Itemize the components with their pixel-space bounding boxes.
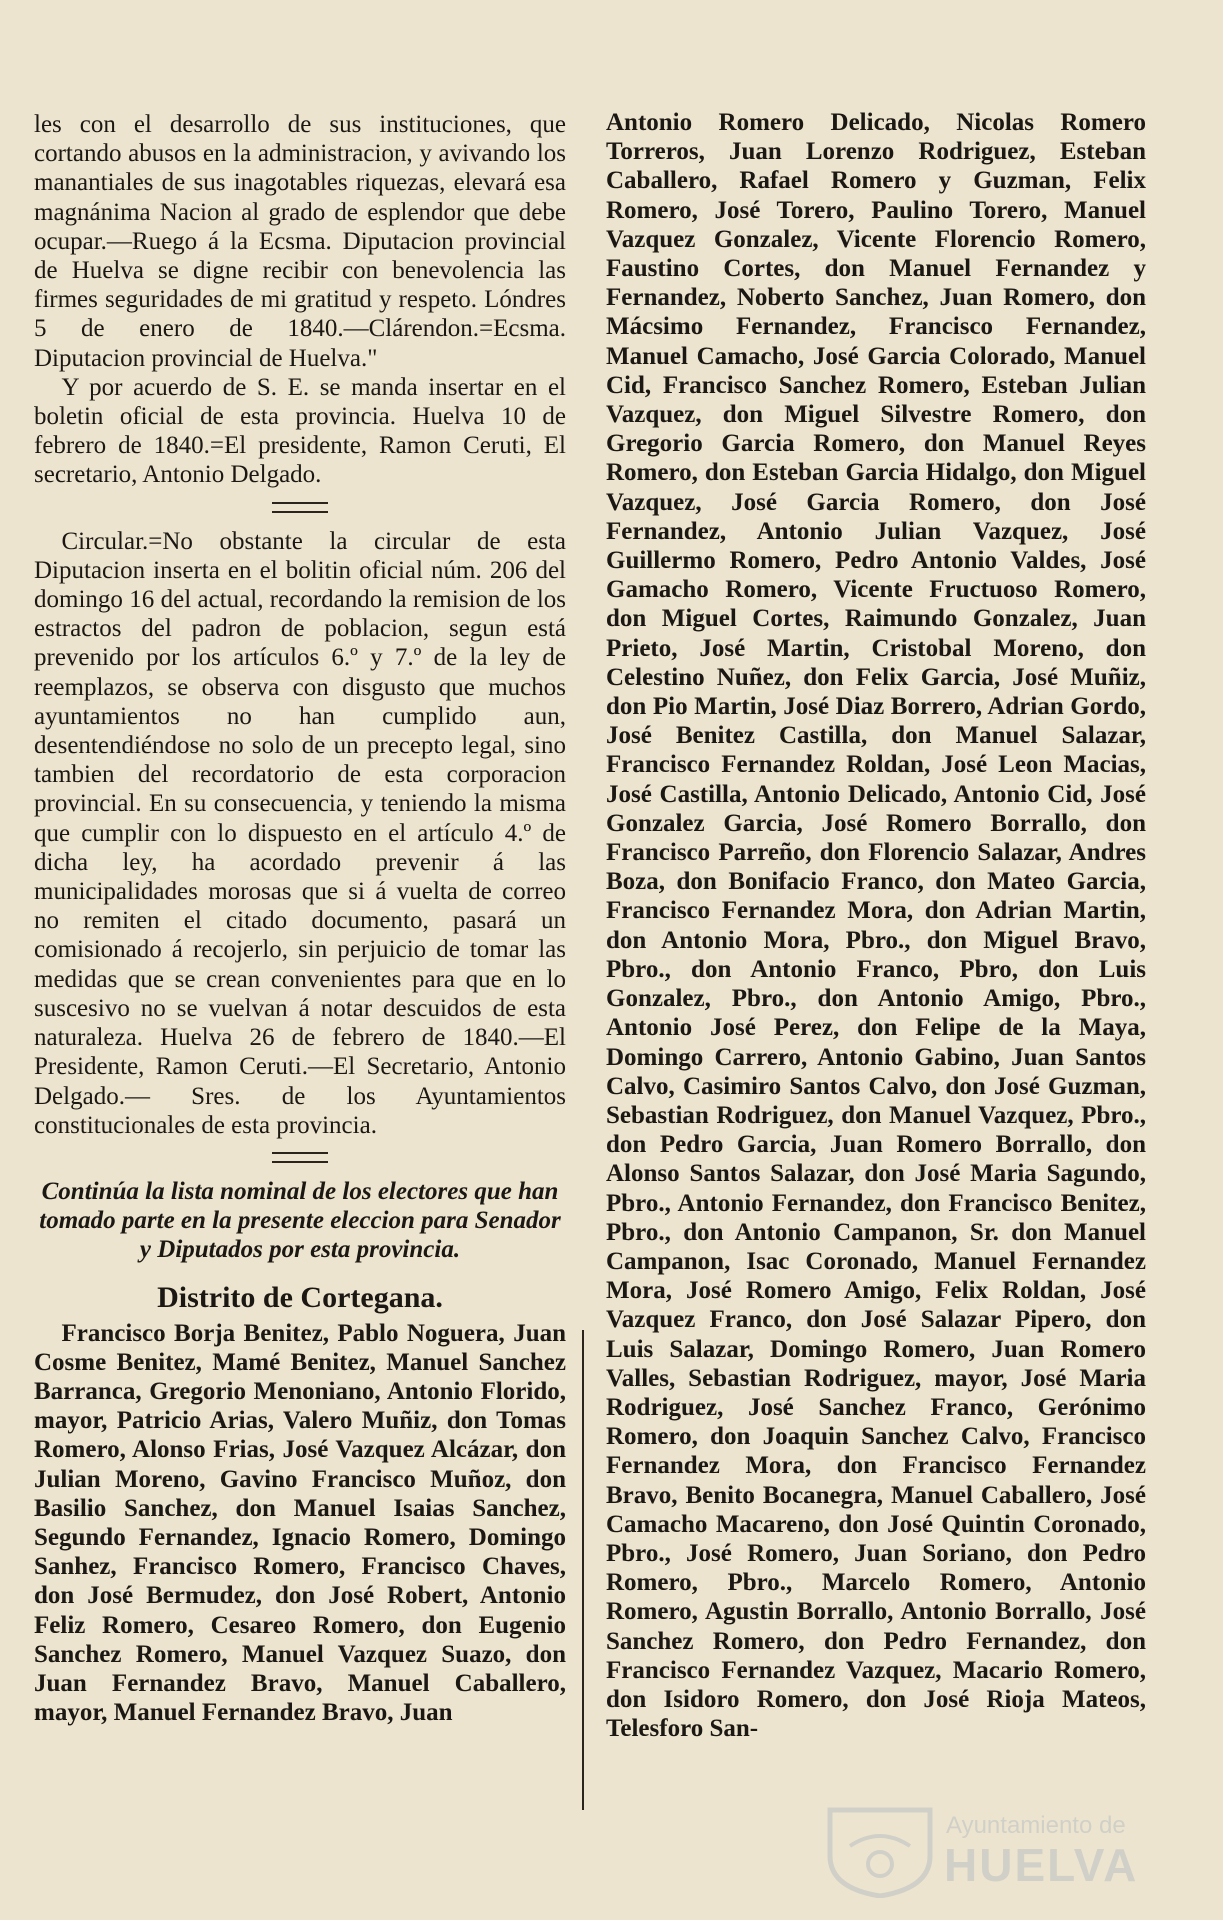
section-divider <box>272 502 328 513</box>
section-divider <box>272 1152 328 1163</box>
paragraph-circular: Circular.=No obstante la circular de esta Diputacion inserta en el bolitin oficial núm. 206 del domingo 16 del actual, recordando la remision de los estractos del padron de poblacion, segun está prevenido por los artículos 6.º y 7.º de la ley de reemplazos, se observa con disgusto que muchos ayuntamientos no han cumplido aun, desentendiéndose no solo de un precepto legal, sino tambien del recordatorio de esta corporacion provincial. En su consecuencia, y teniendo la misma que cumplir con lo dispuesto en el artículo 4.º de dicha ley, ha acordado prevenir á las municipalidades morosas que si á vuelta de correo no remiten el citado documento, pasará un comisionado á recojerlo, sin perjuicio de tomar las medidas que se crean convenientes para que en lo suscesivo no se vuelvan á notar descuidos de esta naturaleza. Huelva 26 de febrero de 1840.—El Presidente, Ramon Ceruti.—El Secretario, Antonio Delgado.— Sres. de los Ayuntamientos constitucionales de esta provincia. <box>34 527 566 1139</box>
city-shield-icon <box>820 1806 940 1898</box>
district-heading: Distrito de Cortegana. <box>157 1280 443 1314</box>
paragraph-letter-ending: les con el desarrollo de sus instituciones, que cortando abusos en la administracion, y avivando los manantiales de sus inagotables riquezas, elevará esa magnánima Nacion al grado de esplendor que debe ocupar.—Ruego á la Ecsma. Diputacion provincial de Huelva se digne recibir con benevolencia las firmes seguridades de mi gratitud y respeto. Lóndres 5 de enero de 1840.—Clárendon.=Ecsma. Diputacion provincial de Huelva." <box>34 111 566 372</box>
electors-list-right: Antonio Romero Delicado, Nicolas Romero Torreros, Juan Lorenzo Rodriguez, Esteban Caballero, Rafael Romero y Guzman, Felix Romero, José Torero, Paulino Torero, Manuel Vazquez Gonzalez, Vicente Florencio Romero, Faustino Cortes, don Manuel Fernandez y Fernandez, Noberto Sanchez, Juan Romero, don Mácsimo Fernandez, Francisco Fernandez, Manuel Camacho, José Garcia Colorado, Manuel Cid, Francisco Sanchez Romero, Esteban Julian Vazquez, don Miguel Silvestre Romero, don Gregorio Garcia Romero, don Manuel Reyes Romero, don Esteban Garcia Hidalgo, don Miguel Vazquez, José Garcia Romero, don José Fernandez, Antonio Julian Vazquez, José Guillermo Romero, Pedro Antonio Valdes, José Gamacho Romero, Vicente Fructuoso Romero, don Miguel Cortes, Raimundo Gonzalez, Juan Prieto, José Martin, Cristobal Moreno, don Celestino Nuñez, don Felix Garcia, José Muñiz, don Pio Martin, José Diaz Borrero, Adrian Gordo, José Benitez Castilla, don Manuel Salazar, Francisco Fernandez Roldan, José Leon Macias, José Castilla, Antonio Delicado, Antonio Cid, José Gonzalez Garcia, José Romero Borrallo, don Francisco Parreño, don Florencio Salazar, Andres Boza, don Bonifacio Franco, don Mateo Garcia, Francisco Fernandez Mora, don Adrian Martin, don Antonio Mora, Pbro., don Miguel Bravo, Pbro., don Antonio Franco, Pbro, don Luis Gonzalez, Pbro., don Antonio Amigo, Pbro., Antonio José Perez, don Felipe de la Maya, Domingo Carrero, Antonio Gabino, Juan Santos Calvo, Casimiro Santos Calvo, don José Guzman, Sebastian Rodriguez, don Manuel Vazquez, Pbro., don Pedro Garcia, Juan Romero Borrallo, don Alonso Santos Salazar, don José Maria Sagundo, Pbro., Antonio Fernandez, don Francisco Benitez, Pbro., don Antonio Campanon, Sr. don Manuel Campanon, Isac Coronado, Manuel Fernandez Mora, José Romero Amigo, Felix Roldan, José Vazquez Franco, don José Salazar Pipero, don Luis Salazar, Domingo Romero, Juan Romero Valles, Sebastian Rodriguez, mayor, José Maria Rodriguez, José Sanchez Franco, Gerónimo Romero, don Joaquin Sanchez Calvo, Francisco Fernandez Mora, don Francisco Fernandez Bravo, Benito Bocanegra, Manuel Caballero, José Camacho Macareno, don José Quintin Coronado, Pbro., José Romero, Juan Soriano, don Pedro Romero, Pbro., Marcelo Romero, Antonio Romero, Agustin Borrallo, Antonio Borrallo, José Sanchez Romero, don Pedro Fernandez, don Francisco Fernandez Vazquez, Macario Romero, don Isidoro Romero, don José Rioja Mateos, Telesforo San- <box>606 109 1146 1743</box>
column-rule <box>582 1330 584 1810</box>
watermark-logo <box>820 1806 1140 1898</box>
watermark-text-top: Ayuntamiento de <box>946 1812 1126 1839</box>
paragraph-insertion-order: Y por acuerdo de S. E. se manda insertar en el boletin oficial de esta provincia. Huelva 10 de febrero de 1840.=El presidente, Ramon Ceruti, El secretario, Antonio Delgado. <box>34 373 566 489</box>
electors-list-note: Continúa la lista nominal de los electores que han tomado parte en la presente eleccion para Senador y Diputados por esta provincia. <box>39 1177 561 1264</box>
electors-list-left: Francisco Borja Benitez, Pablo Noguera, Juan Cosme Benitez, Mamé Benitez, Manuel Sanchez Barranca, Gregorio Menoniano, Antonio Florido, mayor, Patricio Arias, Valero Muñiz, don Tomas Romero, Alonso Frias, José Vazquez Alcázar, don Julian Moreno, Gavino Francisco Muñoz, don Basilio Sanchez, don Manuel Isaias Sanchez, Segundo Fernandez, Ignacio Romero, Domingo Sanhez, Francisco Romero, Francisco Chaves, don José Bermudez, don José Robert, Antonio Feliz Romero, Cesareo Romero, don Eugenio Sanchez Romero, Manuel Vazquez Suazo, don Juan Fernandez Bravo, Manuel Caballero, mayor, Manuel Fernandez Bravo, Juan <box>34 1319 566 1727</box>
right-column <box>606 108 1146 1743</box>
watermark-text-bottom: HUELVA <box>944 1839 1139 1891</box>
left-column <box>34 110 566 1727</box>
